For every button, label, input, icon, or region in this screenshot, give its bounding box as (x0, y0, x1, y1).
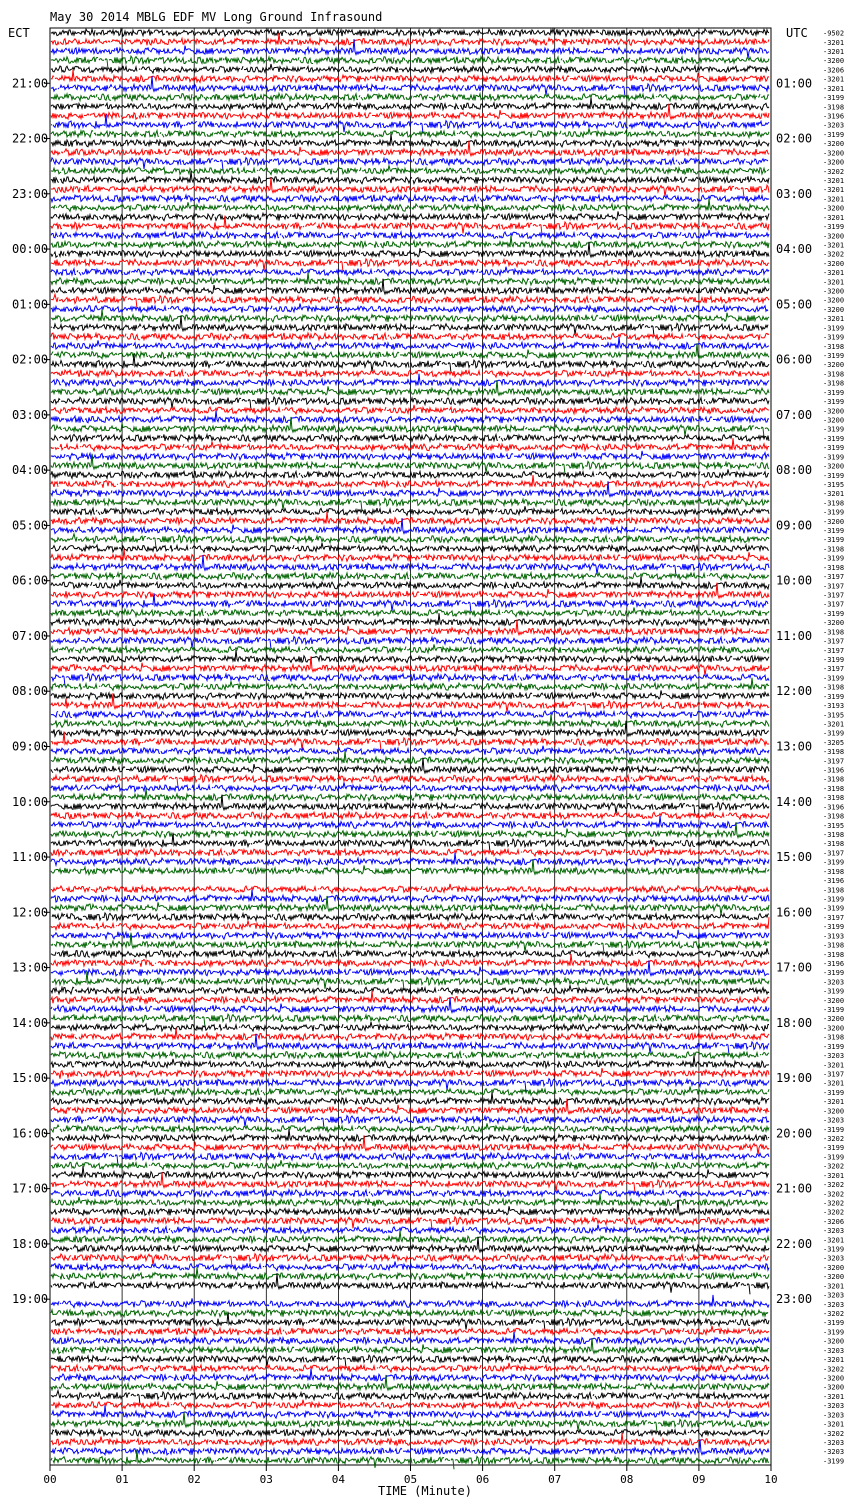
trace-offset-label: -3206 (823, 1217, 845, 1226)
left-hour-label: 06:00 (12, 573, 49, 588)
trace-offset-label: -3199 (823, 1125, 845, 1134)
right-hour-label: 15:00 (776, 850, 813, 865)
trace-offset-label: -3202 (823, 167, 845, 176)
right-hour-label: 03:00 (776, 186, 813, 201)
trace-offset-label: -3193 (823, 932, 845, 941)
trace-offset-label: -3201 (823, 213, 845, 222)
trace-offset-label: -3203 (823, 1402, 845, 1411)
trace-offset-label: -3200 (823, 287, 845, 296)
trace-offset-label: -3203 (823, 1438, 845, 1447)
right-hour-label: 17:00 (776, 960, 813, 975)
trace-offset-label: -3199 (823, 729, 845, 738)
trace-offset-label: -3203 (823, 1116, 845, 1125)
trace-offset-label: -3197 (823, 849, 845, 858)
left-hour-label: 08:00 (12, 684, 49, 699)
trace-offset-label: -3199 (823, 352, 845, 361)
trace-offset-label: -3203 (823, 1227, 845, 1236)
trace-offset-labels (823, 30, 844, 1466)
trace-offset-label: -3201 (823, 176, 845, 185)
left-hour-label: 01:00 (12, 297, 49, 312)
trace-offset-label: -3199 (823, 987, 845, 996)
trace-offset-label: -3200 (823, 619, 845, 628)
trace-offset-label: -3203 (823, 1346, 845, 1355)
trace-offset-label: -3198 (823, 103, 845, 112)
trace-offset-label: -3201 (823, 1282, 845, 1291)
trace-offset-label: -3201 (823, 1098, 845, 1107)
trace-offset-label: -3200 (823, 149, 845, 158)
x-tick-label-06: 06 (475, 1473, 490, 1486)
trace-offset-label: -3201 (823, 186, 845, 195)
trace-offset-label: -3198 (823, 683, 845, 692)
trace-offset-label: -3198 (823, 563, 845, 572)
trace-offset-label: -3201 (823, 269, 845, 278)
trace-offset-label: -3199 (823, 333, 845, 342)
left-timezone-label: ECT (8, 26, 30, 40)
trace-offset-label: -3198 (823, 545, 845, 554)
trace-offset-label: -3200 (823, 259, 845, 268)
trace-offset-label: -3203 (823, 1052, 845, 1061)
trace-offset-label: -3199 (823, 923, 845, 932)
right-hour-label: 18:00 (776, 1015, 813, 1030)
trace-offset-label: -3199 (823, 554, 845, 563)
trace-offset-label: -3202 (823, 1134, 845, 1143)
trace-offset-label: -3199 (823, 895, 845, 904)
trace-offset-label: -3199 (823, 969, 845, 978)
trace-offset-label: -3197 (823, 913, 845, 922)
trace-offset-label: -3200 (823, 296, 845, 305)
left-hour-label: 21:00 (12, 76, 49, 91)
trace-offset-label: -3197 (823, 757, 845, 766)
trace-offset-label: -3199 (823, 536, 845, 545)
trace-offset-label: -3202 (823, 250, 845, 259)
right-hour-label: 23:00 (776, 1292, 813, 1307)
trace-offset-label: -3199 (823, 609, 845, 618)
trace-offset-label: -3203 (823, 1300, 845, 1309)
trace-offset-label: -3202 (823, 1162, 845, 1171)
trace-offset-label: -3199 (823, 858, 845, 867)
left-hour-label: 10:00 (12, 794, 49, 809)
trace-offset-label: -3198 (823, 941, 845, 950)
left-hour-label: 14:00 (12, 1015, 49, 1030)
trace-offset-label: -3202 (823, 1310, 845, 1319)
trace-offset-label: -3198 (823, 840, 845, 849)
right-hour-label: 01:00 (776, 76, 813, 91)
trace-offset-label: -3200 (823, 1107, 845, 1116)
x-tick-label-02: 02 (187, 1473, 201, 1486)
trace-offset-label: -3199 (823, 388, 845, 397)
trace-offset-label: -3198 (823, 499, 845, 508)
right-timezone-label: UTC (786, 26, 808, 40)
right-hour-label: 06:00 (776, 352, 813, 367)
right-hour-label: 19:00 (776, 1071, 813, 1086)
trace-offset-label: -3200 (823, 57, 845, 66)
trace-offset-label: -3200 (823, 1374, 845, 1383)
trace-offset-label: -3201 (823, 38, 845, 47)
trace-offset-label: -3200 (823, 517, 845, 526)
right-hour-label: 02:00 (776, 131, 813, 146)
trace-offset-label: -3203 (823, 1291, 845, 1300)
trace-offset-label: -3195 (823, 711, 845, 720)
left-hour-label: 04:00 (12, 463, 49, 478)
left-hour-label: 17:00 (12, 1181, 49, 1196)
trace-offset-label: -3199 (823, 425, 845, 434)
left-hour-label: 11:00 (12, 850, 49, 865)
trace-offset-label: -3199 (823, 453, 845, 462)
left-hour-label: 15:00 (12, 1071, 49, 1086)
trace-offset-label: -3203 (823, 1254, 845, 1263)
trace-offset-label: -3200 (823, 1273, 845, 1282)
trace-offset-label: -3197 (823, 582, 845, 591)
trace-offset-label: -3199 (823, 1006, 845, 1015)
left-hour-label: 12:00 (12, 905, 49, 920)
trace-offset-label: -3199 (823, 324, 845, 333)
trace-offset-label: -3199 (823, 1153, 845, 1162)
trace-offset-label: -3199 (823, 1319, 845, 1328)
trace-offset-label: -3206 (823, 66, 845, 75)
x-tick-label-05: 05 (403, 1473, 418, 1486)
left-hour-labels (12, 76, 50, 1306)
trace-offset-label: -3201 (823, 315, 845, 324)
trace-offset-label: -3198 (823, 748, 845, 757)
trace-offset-label: -3196 (823, 766, 845, 775)
trace-offset-label: -3201 (823, 1356, 845, 1365)
trace-offset-label: -3201 (823, 48, 845, 57)
trace-offset-label: -3199 (823, 1042, 845, 1051)
trace-offset-label: -3195 (823, 480, 845, 489)
trace-offset-label: -3201 (823, 1061, 845, 1070)
trace-offset-label: -3199 (823, 1144, 845, 1153)
trace-offset-label: -3200 (823, 416, 845, 425)
left-hour-label: 22:00 (12, 131, 49, 146)
left-hour-label: 05:00 (12, 518, 49, 533)
right-hour-label: 10:00 (776, 573, 813, 588)
trace-offset-label: -3196 (823, 803, 845, 812)
left-hour-label: 02:00 (12, 352, 49, 367)
x-axis-label: TIME (Minute) (378, 1484, 472, 1498)
trace-offset-label: -3198 (823, 784, 845, 793)
trace-offset-label: -3193 (823, 702, 845, 711)
x-tick-label-08: 08 (620, 1473, 634, 1486)
trace-offset-label: -3197 (823, 600, 845, 609)
trace-offset-label: -3202 (823, 1429, 845, 1438)
left-hour-label: 07:00 (12, 628, 49, 643)
trace-offset-label: -3198 (823, 950, 845, 959)
trace-offset-label: -3198 (823, 370, 845, 379)
trace-offset-label: -3200 (823, 158, 845, 167)
right-hour-label: 22:00 (776, 1236, 813, 1251)
trace-offset-label: -3195 (823, 821, 845, 830)
trace-offset-label: -3198 (823, 628, 845, 637)
trace-offset-label: -3201 (823, 1236, 845, 1245)
trace-offset-label: -3202 (823, 1181, 845, 1190)
trace-offset-label: -3199 (823, 527, 845, 536)
trace-offset-label: -3196 (823, 959, 845, 968)
trace-offset-label: -3201 (823, 278, 845, 287)
trace-offset-label: -3198 (823, 342, 845, 351)
trace-offset-label: -3202 (823, 1199, 845, 1208)
trace-offset-label: -3197 (823, 591, 845, 600)
x-tick-label-03: 03 (259, 1473, 273, 1486)
trace-offset-label: -3199 (823, 508, 845, 517)
trace-offset-label: -3202 (823, 1190, 845, 1199)
trace-offset-label: -3199 (823, 1088, 845, 1097)
x-tick-label-04: 04 (331, 1473, 346, 1486)
trace-offset-label: -3198 (823, 775, 845, 784)
trace-offset-label: -3200 (823, 1263, 845, 1272)
trace-offset-label: -3196 (823, 112, 845, 121)
trace-offset-label: -3196 (823, 877, 845, 886)
x-axis-ticks (43, 1465, 777, 1486)
trace-offset-label: -3201 (823, 1392, 845, 1401)
trace-offset-label: -3201 (823, 1171, 845, 1180)
right-hour-label: 14:00 (776, 794, 813, 809)
trace-offset-label: -3202 (823, 1208, 845, 1217)
left-hour-label: 19:00 (12, 1292, 49, 1307)
trace-offset-label: -3200 (823, 996, 845, 1005)
right-hour-label: 20:00 (776, 1126, 813, 1141)
trace-offset-label: -3201 (823, 490, 845, 499)
trace-offset-label: -3197 (823, 573, 845, 582)
chart-title: May 30 2014 MBLG EDF MV Long Ground Infrasound (50, 10, 383, 24)
trace-offset-label: -3198 (823, 812, 845, 821)
trace-offset-label: -3201 (823, 84, 845, 93)
trace-offset-label: -3199 (823, 94, 845, 103)
trace-offset-label: -3200 (823, 1383, 845, 1392)
trace-offset-label: -3197 (823, 646, 845, 655)
trace-offset-label: -3197 (823, 1070, 845, 1079)
right-hour-label: 13:00 (776, 739, 813, 754)
trace-offset-label: -3205 (823, 738, 845, 747)
trace-offset-label: -3202 (823, 1365, 845, 1374)
right-hour-label: 16:00 (776, 905, 813, 920)
trace-offset-label: -3199 (823, 398, 845, 407)
trace-offset-label: -3199 (823, 655, 845, 664)
x-tick-label-10: 10 (764, 1473, 778, 1486)
trace-offset-label: -3199 (823, 471, 845, 480)
left-hour-label: 18:00 (12, 1236, 49, 1251)
trace-offset-label: -3201 (823, 1079, 845, 1088)
trace-offset-label: -3201 (823, 195, 845, 204)
right-hour-label: 04:00 (776, 242, 813, 257)
trace-offset-label: -3199 (823, 1457, 845, 1466)
trace-offset-label: -3201 (823, 720, 845, 729)
trace-offset-label: -3198 (823, 831, 845, 840)
trace-offset-label: -3199 (823, 434, 845, 443)
trace-offset-label: -3199 (823, 1328, 845, 1337)
trace-offset-label: -3199 (823, 674, 845, 683)
trace-offset-label: -3197 (823, 665, 845, 674)
right-hour-label: 07:00 (776, 407, 813, 422)
trace-offset-label: -3198 (823, 379, 845, 388)
right-hour-label: 21:00 (776, 1181, 813, 1196)
right-hour-label: 05:00 (776, 297, 813, 312)
trace-offset-label: -3199 (823, 1245, 845, 1254)
trace-offset-label: -3203 (823, 121, 845, 130)
left-hour-label: 23:00 (12, 186, 49, 201)
x-tick-label-00: 00 (43, 1473, 57, 1486)
x-tick-label-01: 01 (115, 1473, 129, 1486)
trace-offset-label: -3198 (823, 794, 845, 803)
trace-offset-label: -3203 (823, 978, 845, 987)
trace-offset-label: -3203 (823, 1411, 845, 1420)
trace-offset-label: -3199 (823, 904, 845, 913)
right-hour-label: 08:00 (776, 463, 813, 478)
right-hour-label: 12:00 (776, 684, 813, 699)
right-hour-label: 09:00 (776, 518, 813, 533)
trace-offset-label: -3197 (823, 637, 845, 646)
trace-offset-label: -3200 (823, 361, 845, 370)
trace-offset-label: -3198 (823, 867, 845, 876)
left-hour-label: 13:00 (12, 960, 49, 975)
trace-offset-label: -3201 (823, 75, 845, 84)
trace-offset-label: -3198 (823, 886, 845, 895)
trace-offset-label: -3199 (823, 130, 845, 139)
trace-offset-label: -3201 (823, 1420, 845, 1429)
trace-offset-label: -3199 (823, 444, 845, 453)
left-hour-label: 03:00 (12, 407, 49, 422)
trace-offset-label: -3200 (823, 204, 845, 213)
right-hour-label: 11:00 (776, 628, 813, 643)
x-tick-label-07: 07 (548, 1473, 562, 1486)
trace-offset-label: -3200 (823, 1024, 845, 1033)
right-hour-labels (776, 76, 812, 1306)
trace-offset-label: -3200 (823, 462, 845, 471)
trace-offset-label: -3203 (823, 1448, 845, 1457)
trace-offset-label: -9502 (823, 29, 845, 38)
trace-offset-label: -3201 (823, 241, 845, 250)
left-hour-label: 16:00 (12, 1126, 49, 1141)
trace-offset-label: -3200 (823, 232, 845, 241)
left-hour-label: 00:00 (12, 242, 49, 257)
trace-offset-label: -3199 (823, 692, 845, 701)
trace-offset-label: -3199 (823, 223, 845, 232)
trace-offset-label: -3200 (823, 1337, 845, 1346)
x-tick-label-09: 09 (692, 1473, 706, 1486)
trace-offset-label: -3198 (823, 1033, 845, 1042)
trace-offset-label: -3200 (823, 140, 845, 149)
trace-offset-label: -3200 (823, 1015, 845, 1024)
trace-offset-label: -3200 (823, 305, 845, 314)
trace-offset-label: -3200 (823, 407, 845, 416)
left-hour-label: 09:00 (12, 739, 49, 754)
